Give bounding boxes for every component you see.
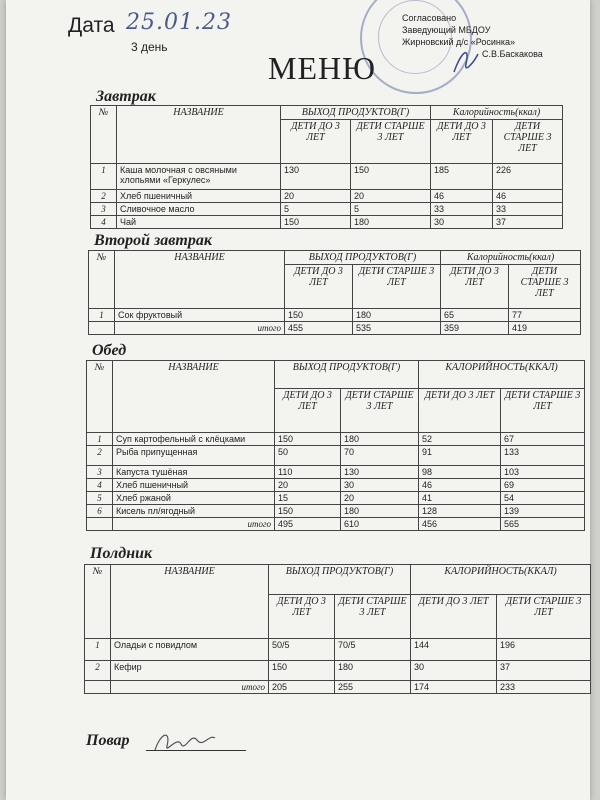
col-num-header: №: [85, 565, 111, 639]
col-yield-header: ВЫХОД ПРОДУКТОВ(Г): [275, 361, 419, 389]
col-yield-over3: ДЕТИ СТАРШЕ 3 ЛЕТ: [351, 120, 431, 164]
col-yield-header: ВЫХОД ПРОДУКТОВ(Г): [285, 251, 441, 265]
table-row: 2 Рыба припущенная 50 70 91 133: [87, 446, 585, 466]
col-calories-header: КАЛОРИЙНОСТЬ(ККАЛ): [419, 361, 585, 389]
col-yield-under3: ДЕТИ ДО 3 ЛЕТ: [269, 595, 335, 639]
col-num-header: №: [91, 106, 117, 164]
table-row: 5 Хлеб ржаной 15 20 41 54: [87, 492, 585, 505]
col-yield-header: ВЫХОД ПРОДУКТОВ(Г): [281, 106, 431, 120]
table-row: 2 Хлеб пшеничный 20 20 46 46: [91, 190, 563, 203]
col-cal-under3: ДЕТИ ДО 3 ЛЕТ: [411, 595, 497, 639]
col-yield-over3: ДЕТИ СТАРШЕ 3 ЛЕТ: [353, 265, 441, 309]
cook-label: Повар: [86, 732, 130, 749]
cook-signature-icon: [151, 726, 221, 756]
table-row: 1 Сок фруктовый 150 180 65 77: [89, 309, 581, 322]
col-cal-under3: ДЕТИ ДО 3 ЛЕТ: [431, 120, 493, 164]
table-row: 1 Оладьи с повидлом 50/5 70/5 144 196: [85, 639, 591, 661]
snack-table: [84, 564, 591, 694]
breakfast-table: [90, 105, 563, 229]
menu-sheet: [6, 0, 590, 800]
col-num-header: №: [89, 251, 115, 309]
approval-line: Жирновский д/с «Росинка»: [402, 37, 516, 47]
col-calories-header: Калорийность(ккал): [431, 106, 563, 120]
second-breakfast-table: [88, 250, 581, 335]
col-yield-over3: ДЕТИ СТАРШЕ 3 ЛЕТ: [335, 595, 411, 639]
col-name-header: НАЗВАНИЕ: [117, 106, 281, 164]
col-cal-under3: ДЕТИ ДО 3 ЛЕТ: [441, 265, 509, 309]
approval-line: Согласовано: [402, 13, 457, 23]
col-cal-over3: ДЕТИ СТАРШЕ 3 ЛЕТ: [497, 595, 591, 639]
section-title-second-breakfast: Второй завтрак: [94, 232, 212, 249]
approval-line: С.В.Баскакова: [482, 49, 543, 59]
total-row: итого 205 255 174 233: [85, 681, 591, 694]
table-row: 3 Капуста тушёная 110 130 98 103: [87, 466, 585, 479]
section-title-lunch: Обед: [92, 342, 127, 359]
col-calories-header: КАЛОРИЙНОСТЬ(ККАЛ): [411, 565, 591, 595]
col-calories-header: Калорийность(ккал): [441, 251, 581, 265]
col-cal-over3: ДЕТИ СТАРШЕ 3 ЛЕТ: [493, 120, 563, 164]
section-title-breakfast: Завтрак: [96, 88, 156, 105]
table-row: 1 Каша молочная с овсяными хлопьями «Геркулес» 130 150 185 226: [91, 164, 563, 190]
col-yield-under3: ДЕТИ ДО 3 ЛЕТ: [281, 120, 351, 164]
table-row: 6 Кисель пл/ягодный 150 180 128 139: [87, 505, 585, 518]
table-row: 3 Сливочное масло 5 5 33 33: [91, 203, 563, 216]
col-yield-over3: ДЕТИ СТАРШЕ 3 ЛЕТ: [341, 389, 419, 433]
total-row: итого 495 610 456 565: [87, 518, 585, 531]
col-yield-header: ВЫХОД ПРОДУКТОВ(Г): [269, 565, 411, 595]
day-label: 3 день: [131, 40, 168, 54]
col-name-header: НАЗВАНИЕ: [115, 251, 285, 309]
lunch-table: [86, 360, 585, 531]
col-cal-under3: ДЕТИ ДО 3 ЛЕТ: [419, 389, 501, 433]
table-row: 1 Суп картофельный с клёцками 150 180 52 67: [87, 433, 585, 446]
date-value: 25.01.23: [126, 10, 232, 35]
director-signature-icon: [444, 42, 484, 82]
section-title-snack: Полдник: [90, 545, 153, 562]
total-row: итого 455 535 359 419: [89, 322, 581, 335]
col-num-header: №: [87, 361, 113, 433]
approval-line: Заведующий МБДОУ: [402, 25, 491, 35]
col-yield-under3: ДЕТИ ДО 3 ЛЕТ: [285, 265, 353, 309]
page-title: МЕНЮ: [268, 50, 376, 86]
col-cal-over3: ДЕТИ СТАРШЕ 3 ЛЕТ: [509, 265, 581, 309]
table-row: 4 Чай 150 180 30 37: [91, 216, 563, 229]
table-row: 4 Хлеб пшеничный 20 30 46 69: [87, 479, 585, 492]
col-name-header: НАЗВАНИЕ: [111, 565, 269, 639]
table-row: 2 Кефир 150 180 30 37: [85, 661, 591, 681]
date-label: Дата: [68, 14, 115, 37]
col-cal-over3: ДЕТИ СТАРШЕ 3 ЛЕТ: [501, 389, 585, 433]
col-name-header: НАЗВАНИЕ: [113, 361, 275, 433]
col-yield-under3: ДЕТИ ДО 3 ЛЕТ: [275, 389, 341, 433]
